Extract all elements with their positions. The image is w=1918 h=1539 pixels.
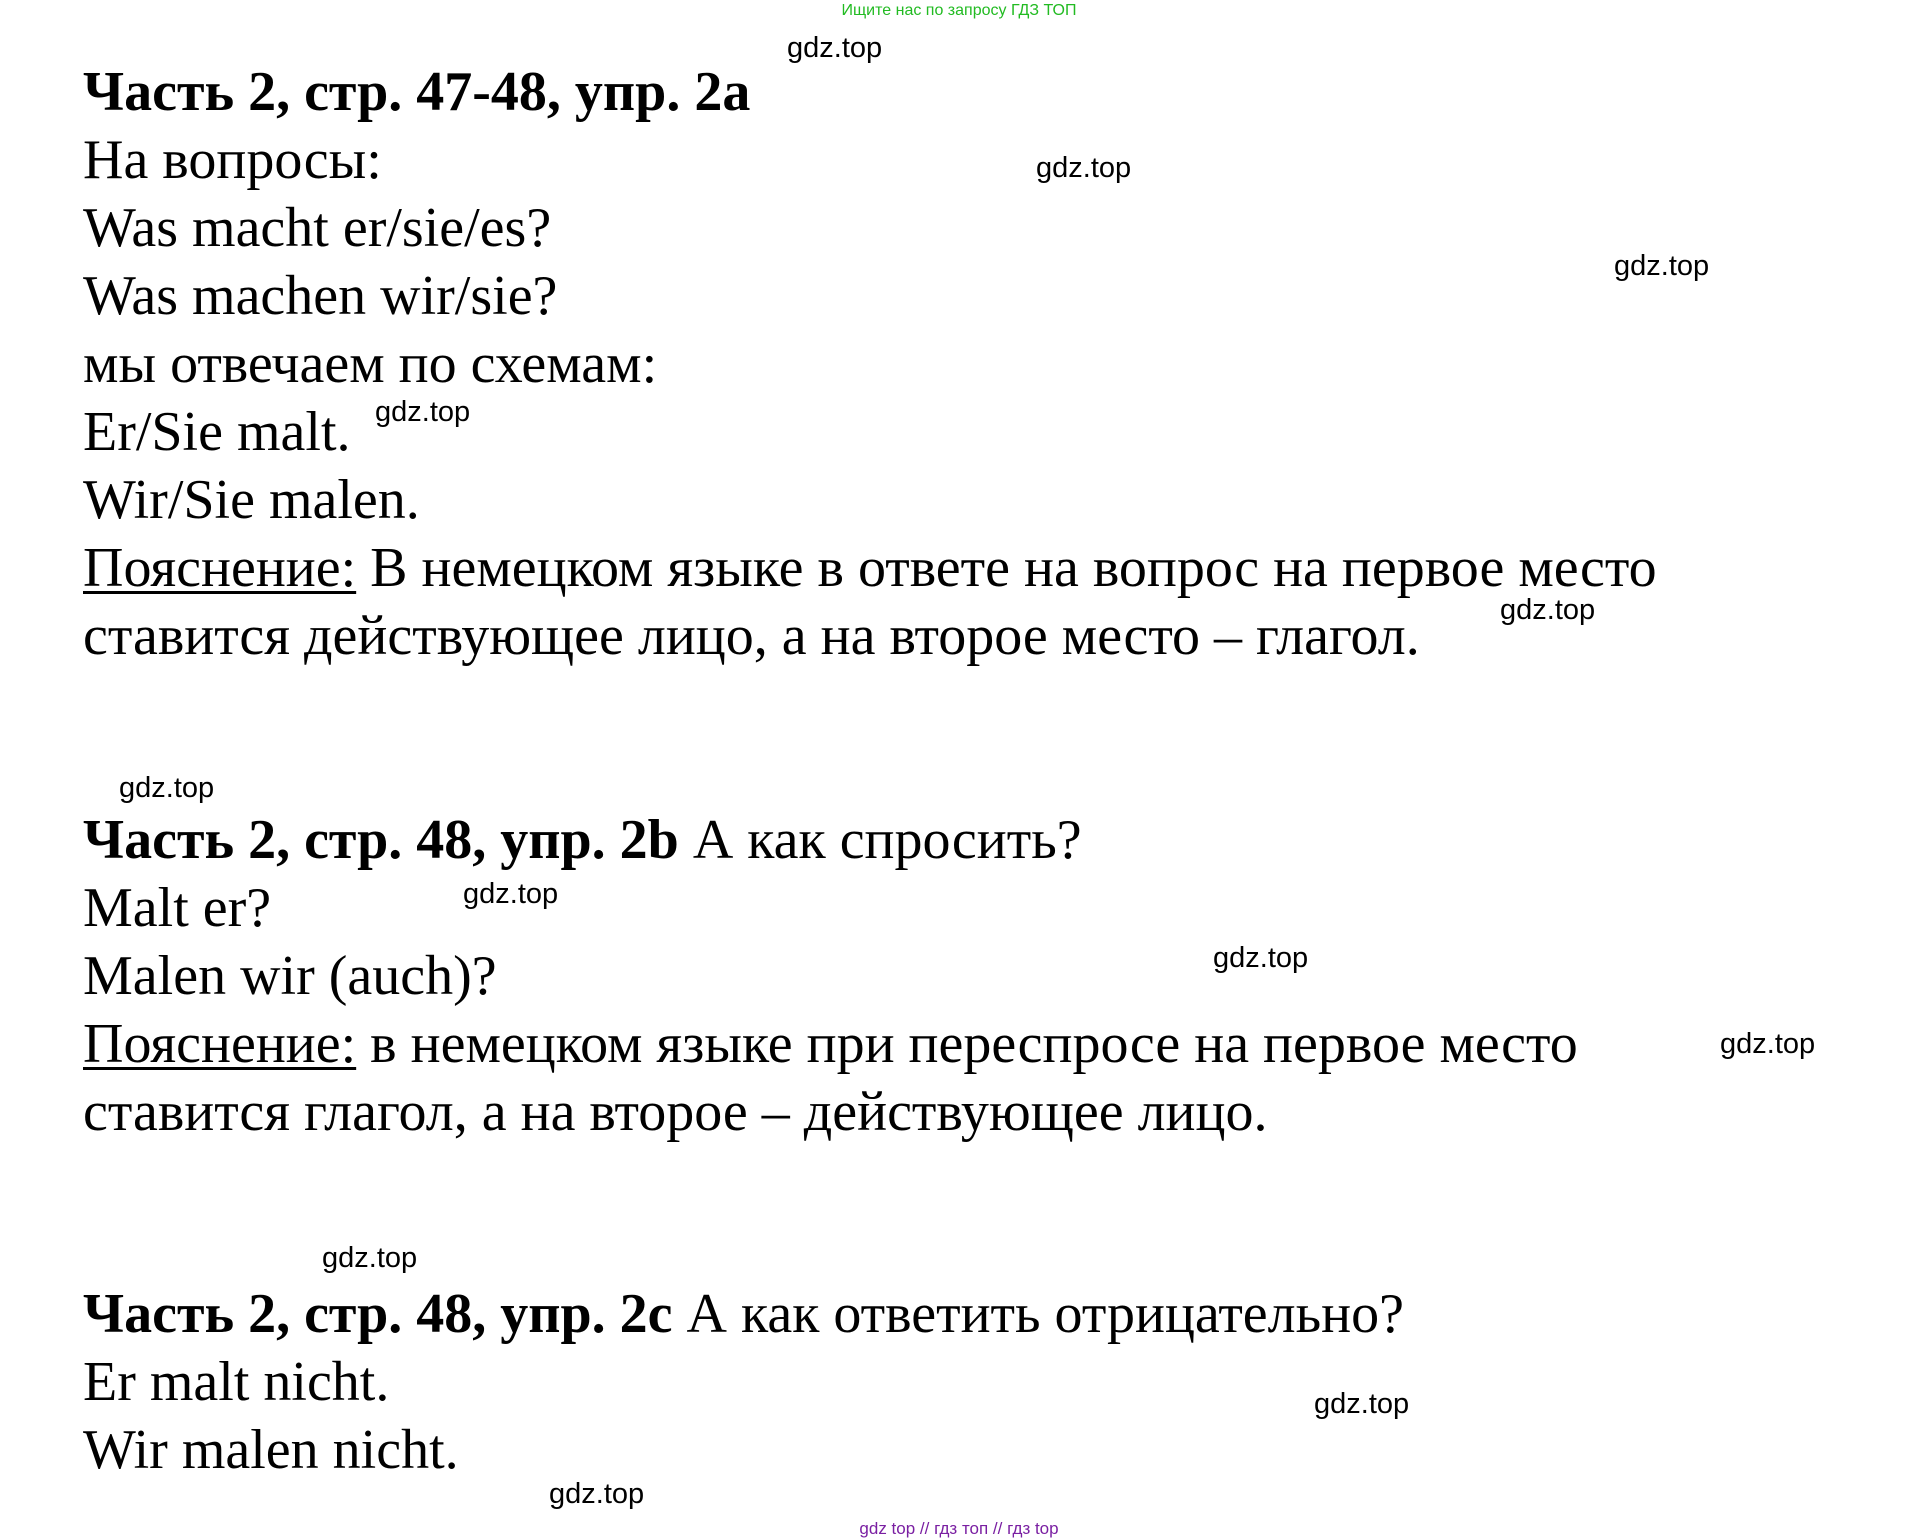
watermark: gdz.top (1036, 152, 1132, 184)
watermark: gdz.top (375, 396, 471, 428)
section-a-heading: Часть 2, стр. 47-48, упр. 2а (83, 61, 751, 123)
note-label: Пояснение: (83, 537, 357, 599)
section-b-heading: Часть 2, стр. 48, упр. 2b (83, 809, 679, 871)
section-c-line: Er malt nicht. (83, 1351, 390, 1413)
note-text: В немецком языке в ответе на вопрос на первое место (356, 537, 1657, 599)
note-text: в немецком языке при переспросе на первое место (356, 1013, 1578, 1075)
section-a-note-cont: ставится действующее лицо, а на второе место – глагол. (83, 605, 1420, 667)
watermark: gdz.top (1720, 1028, 1816, 1060)
top-banner: Ищите нас по запросу ГДЗ ТОП (841, 2, 1077, 19)
section-b-line: Malen wir (auch)? (83, 945, 497, 1007)
watermark: gdz.top (1213, 942, 1309, 974)
section-c-subtitle: А как ответить отрицательно? (672, 1283, 1404, 1345)
section-a-line: Was machen wir/sie? (83, 265, 558, 327)
section-b-note (83, 1014, 1578, 1074)
section-a-line: Er/Sie malt. (83, 401, 351, 463)
watermark: gdz.top (119, 772, 215, 804)
section-a-line: мы отвечаем по схемам: (83, 333, 658, 395)
section-a-line: На вопросы: (83, 129, 382, 191)
watermark: gdz.top (463, 878, 559, 910)
watermark: gdz.top (787, 32, 883, 64)
section-c-heading: Часть 2, стр. 48, упр. 2c (83, 1283, 673, 1345)
section-a-note (83, 538, 1657, 598)
section-b-note-cont: ставится глагол, а на второе – действующее лицо. (83, 1081, 1268, 1143)
watermark: gdz.top (1614, 250, 1710, 282)
note-label: Пояснение: (83, 1013, 357, 1075)
section-a-line: Was macht er/sie/es? (83, 197, 552, 259)
section-a-line: Wir/Sie malen. (83, 469, 420, 531)
section-b-subtitle: А как спросить? (678, 809, 1082, 871)
section-b-heading-line (83, 810, 1082, 870)
section-c-line: Wir malen nicht. (83, 1419, 459, 1481)
watermark: gdz.top (1500, 594, 1596, 626)
section-b-line: Malt er? (83, 877, 272, 939)
watermark: gdz.top (322, 1242, 418, 1274)
watermark: gdz.top (549, 1478, 645, 1510)
section-c-heading-line (83, 1284, 1404, 1344)
footer-links: gdz top // гдз топ // гдз top (859, 1519, 1059, 1538)
watermark: gdz.top (1314, 1388, 1410, 1420)
